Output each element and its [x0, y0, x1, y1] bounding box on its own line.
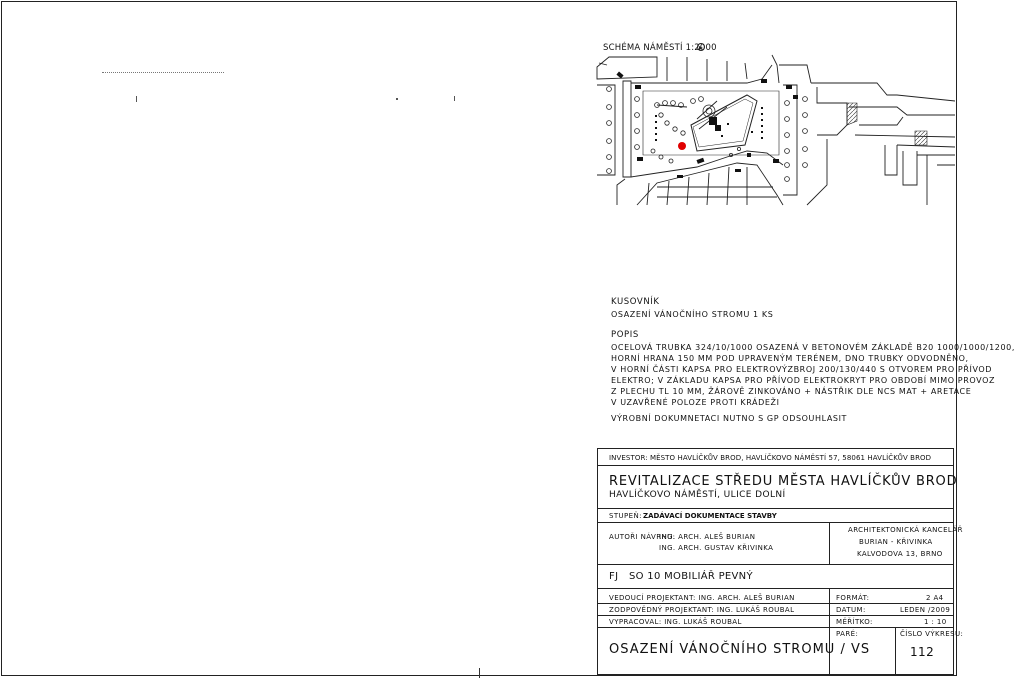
divider — [597, 603, 954, 604]
north-arrow-icon — [697, 43, 705, 51]
popis-line: ELEKTRO; V ZÁKLADU KAPSA PRO PŘÍVOD ELEKTROKRYT PRO OBDOBÍ MIMO PROVOZ — [611, 376, 996, 385]
divider — [597, 615, 954, 616]
scan-mark — [479, 668, 480, 678]
divider — [597, 588, 954, 589]
site-plan-map — [597, 55, 955, 205]
scan-mark — [136, 96, 137, 102]
project-title: REVITALIZACE STŘEDU MĚSTA HAVLÍČKŮV BROD — [609, 474, 958, 489]
tree-location-marker — [678, 142, 686, 150]
date-value: LEDEN /2009 — [900, 606, 951, 614]
stage-value: ZADÁVACÍ DOKUMENTACE STAVBY — [643, 512, 777, 520]
scan-mark — [396, 98, 398, 100]
popis-line: HORNÍ HRANA 150 MM POD UPRAVENÝM TERÉNEM, DNO TRUBKY ODVODNĚNO, — [611, 354, 969, 363]
prepared-by: VYPRACOVAL: ING. LUKÁŠ ROUBAL — [609, 618, 742, 626]
divider — [597, 508, 954, 509]
scale-label: MĚŘÍTKO: — [836, 618, 873, 626]
investor-line: INVESTOR: MĚSTO HAVLÍČKŮV BROD, HAVLÍČKOVO NÁMĚSTÍ 57, 58061 HAVLÍČKŮV BROD — [609, 454, 932, 462]
format-label: FORMÁT: — [836, 594, 870, 602]
author-1: ING. ARCH. ALEŠ BURIAN — [659, 533, 756, 541]
format-value: 2 A4 — [926, 594, 944, 602]
office-line-1: ARCHITEKTONICKÁ KANCELÁŘ — [848, 526, 963, 534]
scale-value: 1 : 10 — [924, 618, 947, 626]
divider — [829, 522, 830, 564]
divider — [829, 588, 830, 675]
lead-designer: VEDOUCÍ PROJEKTANT: ING. ARCH. ALEŠ BURIAN — [609, 594, 795, 602]
date-label: DATUM: — [836, 606, 866, 614]
divider — [597, 627, 954, 628]
authors-label: AUTOŘI NÁVRHU: — [609, 533, 676, 541]
popis-line: Z PLECHU TL 10 MM, ŽÁROVĚ ZINKOVÁNO + NÁSTŘIK DLE NCS MAT + ARETACE — [611, 387, 972, 396]
divider — [597, 522, 954, 523]
schema-title: SCHÉMA NÁMĚSTÍ 1:2000 — [603, 43, 717, 53]
popis-line: V UZAVŘENÉ POLOZE PROTI KRÁDEŽI — [611, 398, 780, 407]
kusovnik-heading: KUSOVNÍK — [611, 297, 660, 307]
divider — [597, 465, 954, 466]
divider — [597, 564, 954, 565]
divider — [895, 627, 896, 675]
popis-line: V HORNÍ ČÁSTI KAPSA PRO ELEKTROVÝZBROJ 200/130/440 S OTVOREM PRO PŘÍVOD — [611, 365, 993, 374]
author-2: ING. ARCH. GUSTAV KŘIVINKA — [659, 544, 774, 552]
responsible-designer: ZODPOVĚDNÝ PROJEKTANT: ING. LUKÁŠ ROUBAL — [609, 606, 795, 614]
office-line-3: KALVODOVA 13, BRNO — [857, 550, 943, 558]
kusovnik-line: OSAZENÍ VÁNOČNÍHO STROMU 1 KS — [611, 310, 774, 319]
popis-line: OCELOVÁ TRUBKA 324/10/1000 OSAZENÁ V BETONOVÉM ZÁKLADĚ B20 1000/1000/1200, — [611, 343, 1015, 352]
stage-label: STUPEŇ: — [609, 512, 642, 520]
drawing-number-label: ČÍSLO VÝKRESU: — [900, 630, 964, 638]
popis-footer: VÝROBNÍ DOKUMNETACI NUTNO S GP ODSOUHLASIT — [611, 414, 848, 423]
project-subtitle: HAVLÍČKOVO NÁMĚSTÍ, ULICE DOLNÍ — [609, 490, 786, 500]
popis-heading: POPIS — [611, 330, 639, 340]
object-code: FJ — [609, 571, 619, 582]
drawing-title: OSAZENÍ VÁNOČNÍHO STROMU / VS — [609, 642, 871, 657]
scan-mark — [102, 72, 224, 74]
object-name: SO 10 MOBILIÁŘ PEVNÝ — [629, 571, 753, 582]
drawing-number: 112 — [910, 645, 935, 659]
office-line-2: BURIAN - KŘIVINKA — [859, 538, 933, 546]
scan-mark — [448, 96, 455, 101]
pare-label: PARÉ: — [836, 630, 859, 638]
